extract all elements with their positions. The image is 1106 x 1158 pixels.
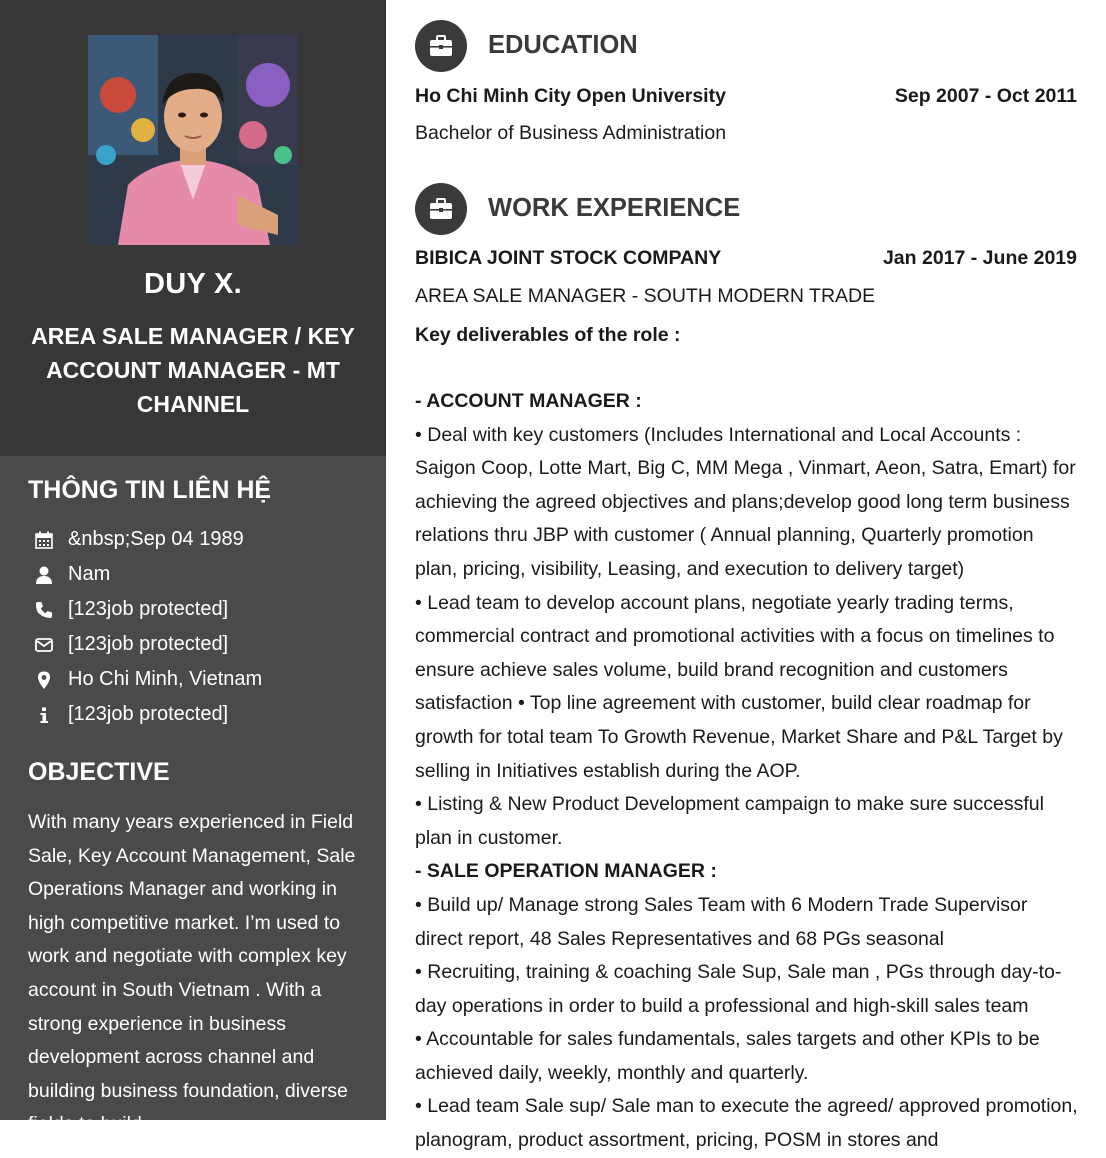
candidate-title: AREA SALE MANAGER / KEY ACCOUNT MANAGER - MT CHANNEL: [31, 323, 355, 417]
contact-email-text: [123job protected]: [68, 633, 229, 655]
contact-address-text: Ho Chi Minh, Vietnam: [68, 668, 263, 690]
work-description: [415, 385, 1080, 1158]
key-deliverables-label: Key deliverables of the role :: [415, 324, 681, 346]
phone-icon: [34, 600, 54, 620]
main-content: [386, 0, 1106, 1152]
envelope-icon: [34, 635, 54, 655]
sale-bullet-3: • Accountable for sales fundamentals, sales targets and other KPIs to be achieved daily, weekly, monthly and quarterly.: [415, 1028, 1040, 1084]
user-icon: [34, 565, 54, 585]
sidebar: [0, 0, 386, 1136]
map-marker-icon: [34, 670, 54, 690]
work-heading: WORK EXPERIENCE: [488, 194, 741, 222]
sale-bullet-4: • Lead team Sale sup/ Sale man to execute the agreed/ approved promotion, planogram, product assortment, pricing, POSM in stores and: [415, 1095, 1078, 1152]
contact-other: [28, 697, 368, 732]
contact-birthday-text: &nbsp;Sep 04 1989: [68, 528, 244, 550]
work-period: Jan 2017 - June 2019: [882, 247, 1077, 269]
objective-heading: OBJECTIVE: [28, 758, 170, 786]
contact-gender: [28, 557, 368, 592]
position: AREA SALE MANAGER - SOUTH MODERN TRADE: [415, 285, 876, 307]
sale-bullet-1: • Build up/ Manage strong Sales Team with 6 Modern Trade Supervisor direct report, 48 Sales Representatives and 68 PGs seasonal: [415, 893, 1028, 950]
account-manager-heading: - ACCOUNT MANAGER :: [415, 390, 642, 412]
sale-bullet-2: • Recruiting, training & coaching Sale Sup, Sale man , PGs through day-to-day operations in order to build a professional and high-skill sales team: [415, 961, 1062, 1017]
contact-birthday: [28, 522, 368, 557]
contact-phone: [28, 592, 368, 627]
profile-header: [0, 0, 386, 456]
degree: Bachelor of Business Administration: [415, 122, 727, 144]
contact-gender-text: Nam: [68, 563, 111, 585]
education-badge: [415, 20, 467, 72]
contact-other-text: [123job protected]: [68, 703, 229, 725]
work-row: [415, 247, 1077, 270]
candidate-name: DUY X.: [144, 268, 242, 300]
company-name: BIBICA JOINT STOCK COMPANY: [415, 247, 722, 269]
profile-photo: [88, 35, 298, 245]
account-bullet-1: • Deal with key customers (Includes International and Local Accounts : Saigon Coop, Lotte Mart, Big C, MM Mega , Vinmart, Aeon, Satra, Emart) for achieving the agreed objectives and plans;develop good long term business relations thru JBP with customer ( Annual planning, Quarterly promotion plan, pricing, visibility, Leasing, and execution to delivery target): [415, 423, 1076, 580]
work-badge: [415, 183, 467, 235]
education-period: Sep 2007 - Oct 2011: [894, 85, 1077, 107]
contact-phone-text: [123job protected]: [68, 598, 229, 620]
calendar-icon: [34, 530, 54, 550]
education-heading: EDUCATION: [488, 31, 638, 59]
sale-operation-heading: - SALE OPERATION MANAGER :: [415, 860, 717, 883]
info-icon: [34, 705, 54, 725]
contact-heading: THÔNG TIN LIÊN HỆ: [28, 476, 272, 504]
contact-address: [28, 662, 368, 697]
education-row: [415, 85, 1077, 108]
school-name: Ho Chi Minh City Open University: [415, 85, 726, 107]
contact-list: [28, 522, 368, 732]
account-bullet-2: • Lead team to develop account plans, negotiate yearly trading terms, commercial contract and promotional activities with a focus on timelines to ensure achieve sales volume, build brand recognition and customers satisfaction • Top line agreement with customer, build clear roadmap for growth for total team To Growth Revenue, Market Share and P&L Target by selling in Initiatives establish during the AOP.: [415, 591, 1063, 782]
account-bullet-3: • Listing & New Product Development campaign to make sure successful plan in customer.: [415, 793, 1044, 849]
objective-text: With many years experienced in Field Sale, Key Account Management, Sale Operations Manager and working in high competitive market. I’m used to work and negotiate with complex key account in South Vietnam . With a strong experience in business development across channel and building business foundation, diverse fields to build: [28, 811, 356, 1136]
briefcase-icon: [428, 33, 454, 59]
contact-email: [28, 627, 368, 662]
briefcase-icon: [428, 196, 454, 222]
